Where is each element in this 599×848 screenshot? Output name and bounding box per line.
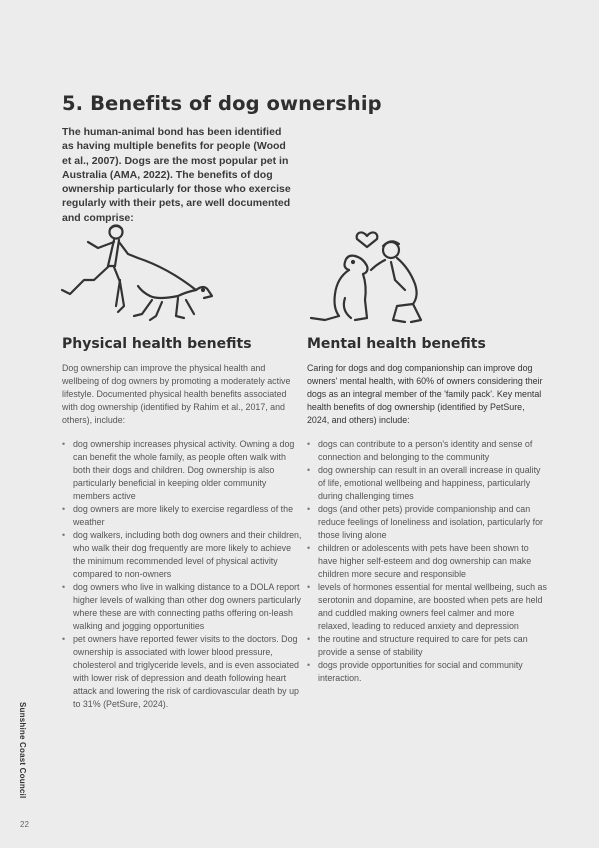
- mental-health-section: [307, 336, 547, 685]
- list-item: • dogs (and other pets) provide companionship and can reduce feelings of loneliness and isolation, particularly for those living alone: [307, 503, 547, 542]
- list-item: • levels of hormones essential for mental wellbeing, such as serotonin and dopamine, are boosted when pets are held and cuddled making owners feel calmer and more relaxed, leading to reduced anxiety and depression: [307, 581, 547, 633]
- list-item: • dog owners who live in walking distance to a DOLA report higher levels of walking than other dog owners particularly where these are with connecting paths offering on-leash walking and jogging opportunities: [62, 581, 302, 633]
- publisher-side-label: Sunshine Coast Council: [18, 702, 27, 799]
- list-item: • children or adolescents with pets have been shown to have higher self-esteem and dog ownership can make children more secure and responsible: [307, 542, 547, 581]
- mental-health-list: [307, 438, 547, 685]
- list-item: • dog ownership can result in an overall increase in quality of life, emotional wellbeing and happiness, particularly during challenging times: [307, 464, 547, 503]
- physical-health-list: [62, 438, 302, 711]
- list-item: • dogs can contribute to a person's identity and sense of connection and belonging to the community: [307, 438, 547, 464]
- physical-health-intro: Dog ownership can improve the physical health and wellbeing of dog owners by promoting a moderately active lifestyle. Documented physical health benefits associated with dog ownership (identified by Rahim et al., 2017, and others), include:: [62, 363, 291, 425]
- list-item: • the routine and structure required to care for pets can provide a sense of stability: [307, 633, 547, 659]
- page-title: 5. Benefits of dog ownership: [62, 92, 382, 115]
- mental-health-heading: Mental health benefits: [307, 336, 486, 352]
- running-with-dog-icon: [58, 220, 218, 330]
- list-item: • pet owners have reported fewer visits to the doctors. Dog ownership is associated with lower blood pressure, cholesterol and triglyceride levels, and is even associated with lower risk of depression and death following heart attack and lowering the risk of cardiovascular death by up to 31% (PetSure, 2024).: [62, 633, 302, 711]
- physical-health-section: [62, 336, 302, 711]
- list-item: • dog ownership increases physical activity. Owning a dog can benefit the whole family, as people often walk with both their dogs and children. Dog ownership is also particularly beneficial in keeping older community members active: [62, 438, 302, 503]
- person-with-dog-heart-icon: [305, 228, 440, 328]
- list-item: • dogs provide opportunities for social and community interaction.: [307, 659, 547, 685]
- physical-health-heading: Physical health benefits: [62, 336, 252, 352]
- mental-health-intro: Caring for dogs and dog companionship can improve dog owners' mental health, with 60% of owners considering their dogs as an integral member of the 'family pack'. Key mental health benefits of dog ownership (identified by PetSure, 2024, and others) include:: [307, 363, 543, 425]
- page-number: 22: [20, 820, 29, 829]
- list-item: • dog walkers, including both dog owners and their children, who walk their dog frequently are more likely to achieve the minimum recommended level of physical activity compared to non-owners: [62, 529, 302, 581]
- list-item: • dog owners are more likely to exercise regardless of the weather: [62, 503, 302, 529]
- intro-paragraph: The human-animal bond has been identified as having multiple benefits for people (Wood et al., 2007). Dogs are the most popular pet in Australia (AMA, 2022). The benefits of dog ownership particularly for those who exercise regularly with their pets, are well documented and comprise:: [62, 126, 291, 224]
